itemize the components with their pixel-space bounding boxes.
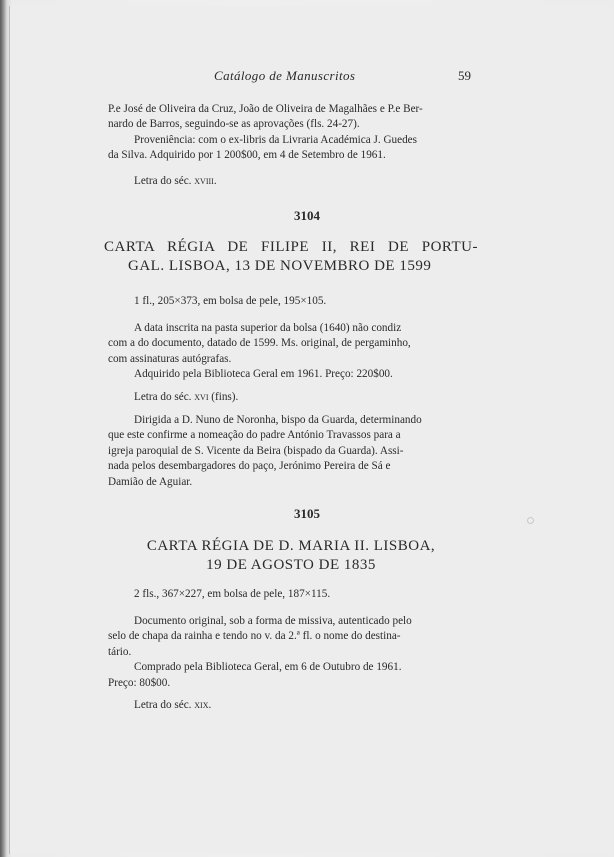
content-line: que este confirme a nomeação do padre António Travassos para a	[108, 429, 401, 442]
running-title: Catálogo de Manuscritos	[214, 68, 356, 83]
entry-number: 3104	[294, 208, 320, 223]
description-line: com a do documento, datado de 1599. Ms. original, de pergaminho,	[108, 337, 411, 350]
description-line: selo de chapa da rainha e tendo no v. da 2.ª fl. o nome do destina-	[108, 630, 401, 643]
provenance-line: Proveniência: com o ex-libris da Livraria Académica J. Guedes	[134, 133, 418, 146]
description-line: Documento original, sob a forma de missiva, autenticado pelo	[134, 615, 412, 627]
provenance-line: da Silva. Adquirido por 1 200$00, em 4 de Setembro de 1961.	[108, 149, 386, 162]
description-line: com assinaturas autógrafas.	[108, 352, 232, 365]
entry-description	[108, 614, 474, 691]
letra-suffix: (fins).	[208, 391, 239, 403]
entry-letra	[108, 698, 474, 713]
content-line: Damião de Aguiar.	[108, 475, 193, 488]
entry-title-line: CARTA RÉGIA DE FILIPE II, REI DE PORTU-	[104, 239, 478, 255]
intro-block	[108, 102, 474, 164]
entry-content	[108, 413, 474, 490]
entry-title	[104, 537, 478, 575]
letra-label: Letra do séc.	[134, 175, 195, 187]
entry-letra	[108, 390, 474, 405]
running-header	[0, 68, 614, 86]
letra-label: Letra do séc.	[134, 699, 195, 711]
content-line: Dirigida a D. Nuno de Noronha, bispo da Guarda, determinando	[134, 414, 422, 426]
page-number: 59	[458, 68, 471, 83]
letra-century: xvi	[194, 391, 209, 403]
intro-line: nardo de Barros, seguindo-se as aprovações (fls. 24-27).	[108, 118, 360, 131]
content-line: nada pelos desembargadores do paço, Jerónimo Pereira de Sá e	[108, 460, 391, 473]
entry-title-line: CARTA RÉGIA DE D. MARIA II. LISBOA,	[146, 538, 436, 554]
letra-century: xviii.	[194, 175, 217, 187]
acquisition-line: Adquirido pela Biblioteca Geral em 1961. Preço: 220$00.	[134, 368, 393, 381]
acquisition-line: Preço: 80$00.	[108, 676, 171, 689]
entry-title	[104, 238, 478, 276]
entry-number: 3105	[294, 506, 320, 521]
acquisition-line: Comprado pela Biblioteca Geral, em 6 de Outubro de 1961.	[134, 661, 402, 674]
entry-physical	[108, 294, 474, 309]
description-line: A data inscrita na pasta superior da bolsa (1640) não condiz	[134, 322, 402, 334]
letra-century: xix.	[194, 699, 212, 711]
content-line: igreja paroquial de S. Vicente da Beira (bispado da Guarda). Assi-	[108, 444, 404, 457]
entry-physical	[108, 587, 474, 602]
entry-title-line: 19 DE AGOSTO DE 1835	[206, 557, 376, 573]
entry-description	[108, 321, 474, 383]
intro-letra	[108, 174, 474, 189]
physical-description: 1 fl., 205×373, em bolsa de pele, 195×105.	[134, 295, 327, 307]
letra-label: Letra do séc.	[134, 391, 195, 403]
description-line: tário.	[108, 645, 132, 658]
physical-description: 2 fls., 367×227, em bolsa de pele, 187×115.	[134, 588, 331, 600]
intro-line: P.e José de Oliveira da Cruz, João de Oliveira de Magalhães e P.e Ber-	[108, 103, 423, 115]
entry-title-line: GAL. LISBOA, 13 DE NOVEMBRO DE 1599	[128, 258, 432, 274]
